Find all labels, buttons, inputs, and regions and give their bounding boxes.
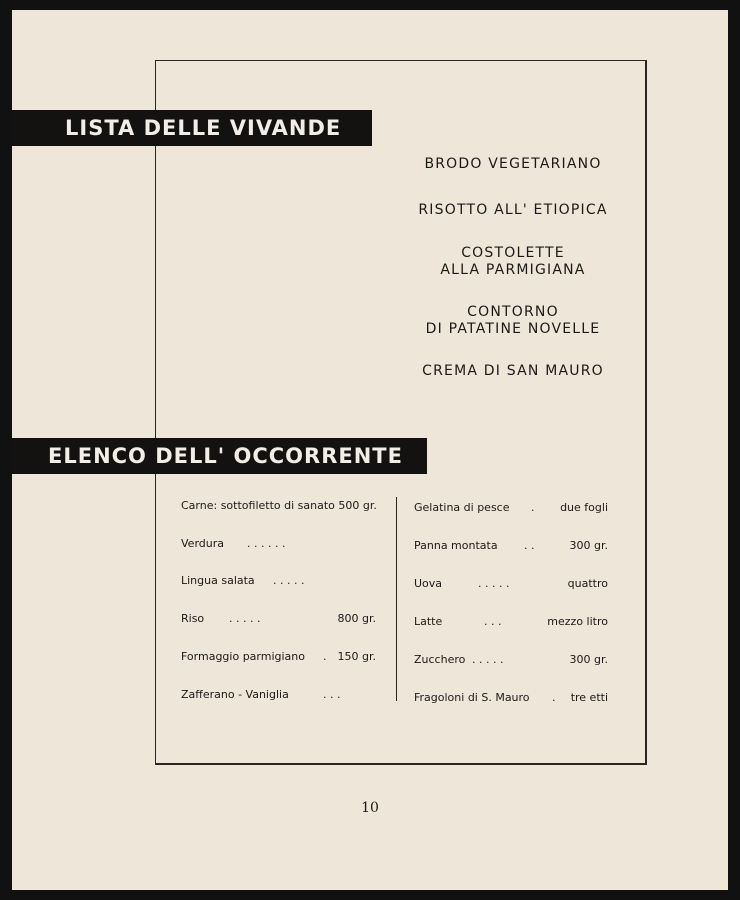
ingredient-name: Formaggio parmigiano — [181, 650, 306, 663]
ingredient-row — [414, 576, 608, 592]
dish-item — [402, 304, 624, 338]
ingredient-qty: 300 gr. — [569, 539, 608, 552]
leader-dots: . . . — [484, 615, 502, 628]
dish-line: DI PATATINE NOVELLE — [425, 321, 601, 337]
ingredient-row — [181, 611, 376, 627]
ingredient-qty: tre etti — [570, 691, 608, 704]
ingredient-name: Carne: sottofiletto di sanato 500 gr. — [181, 499, 377, 512]
leader-dots: . . — [524, 539, 535, 552]
dish-item — [402, 156, 624, 173]
book-page — [12, 10, 728, 890]
dish-line: CONTORNO — [467, 304, 559, 320]
leader-dots: . . . . . — [273, 574, 305, 587]
ingredient-row — [181, 649, 376, 665]
ingredient-qty: 300 gr. — [569, 653, 608, 666]
leader-dots: . . . . . — [478, 577, 510, 590]
menu-heading: LISTA DELLE VIVANDE — [65, 116, 342, 140]
dish-line: CREMA DI SAN MAURO — [422, 363, 604, 379]
dish-item — [402, 245, 624, 279]
dish-line: BRODO VEGETARIANO — [424, 156, 602, 172]
ingredient-qty: quattro — [567, 577, 608, 590]
ingredient-name: Gelatina di pesce — [414, 501, 510, 514]
ingredient-row — [414, 538, 608, 554]
dish-line: ALLA PARMIGIANA — [440, 262, 586, 278]
ingredient-name: Lingua salata — [181, 574, 255, 587]
page-number: 10 — [361, 800, 379, 816]
ingredient-row — [414, 690, 608, 706]
ingredient-row — [181, 687, 376, 703]
ingredient-row — [181, 498, 376, 514]
leader-dots: . . . . . — [472, 653, 504, 666]
ingredient-name: Verdura — [181, 537, 224, 550]
dish-line: RISOTTO ALL' ETIOPICA — [418, 202, 608, 218]
ingredient-name: Zafferano - Vaniglia — [181, 688, 289, 701]
ingredient-qty: due fogli — [560, 501, 608, 514]
needs-heading-banner — [12, 438, 427, 474]
ingredient-name: Panna montata — [414, 539, 498, 552]
leader-dots: . . . — [323, 688, 341, 701]
ingredient-row — [414, 614, 608, 630]
menu-heading-banner — [12, 110, 372, 146]
ingredient-name: Riso — [181, 612, 205, 625]
dish-item — [402, 202, 624, 219]
needs-heading: ELENCO DELL' OCCORRENTE — [48, 444, 403, 468]
ingredient-name: Latte — [414, 615, 443, 628]
ingredient-qty: mezzo litro — [547, 615, 608, 628]
ingredient-name: Fragoloni di S. Mauro — [414, 691, 530, 704]
ingredient-qty: 800 gr. — [337, 612, 376, 625]
ingredient-qty: 150 gr. — [337, 650, 376, 663]
ingredient-row — [181, 573, 376, 589]
leader-dots: . . . . . . — [247, 537, 286, 550]
ingredient-name: Zucchero — [414, 653, 466, 666]
ingredient-row — [414, 652, 608, 668]
leader-dots: . — [531, 501, 535, 514]
column-divider — [396, 497, 397, 701]
dish-item — [402, 363, 624, 380]
leader-dots: . . . . . — [229, 612, 261, 625]
ingredient-row — [414, 500, 608, 516]
ingredient-row — [181, 536, 376, 552]
leader-dots: . — [552, 691, 556, 704]
ingredient-name: Uova — [414, 577, 443, 590]
dish-line: COSTOLETTE — [461, 245, 565, 261]
leader-dots: . — [323, 650, 327, 663]
